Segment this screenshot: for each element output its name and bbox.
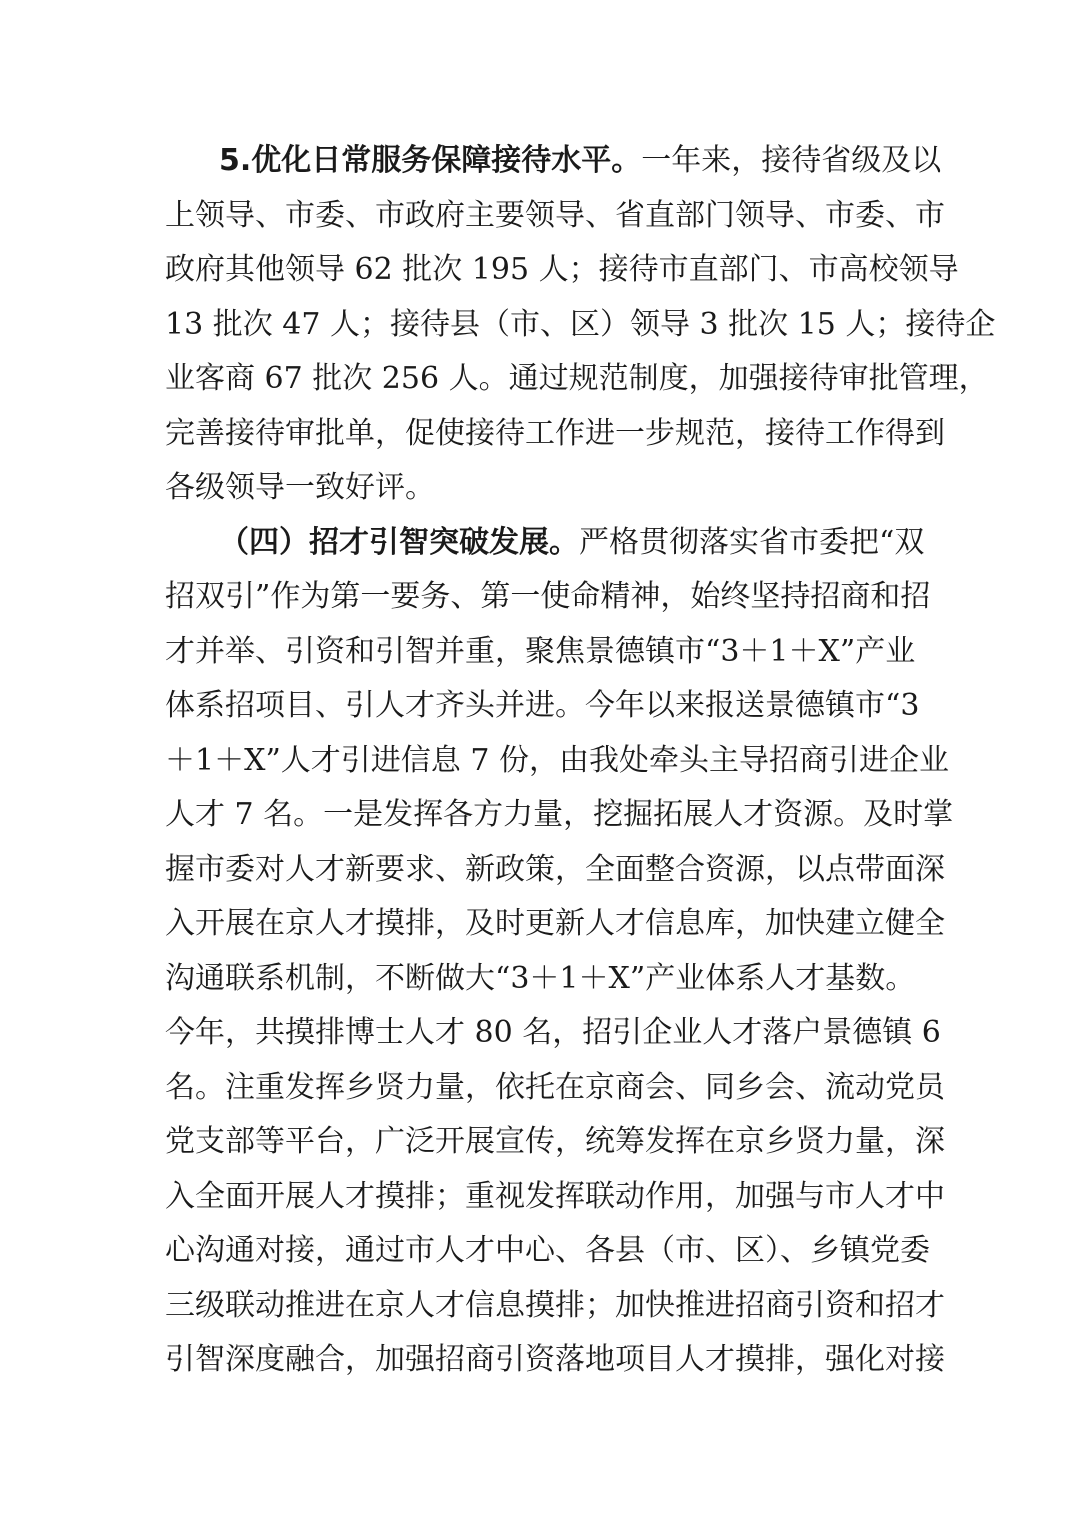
paragraph-line: 政府其他领导 62 批次 195 人；接待市直部门、市高校领导 (165, 252, 959, 287)
paragraph-text: 严格贯彻落实省市委把“双 (579, 524, 925, 560)
section-heading: 5.优化日常服务保障接待水平。 (219, 143, 642, 178)
paragraph-line: 心沟通对接，通过市人才中心、各县（市、区）、乡镇党委 (165, 1233, 930, 1268)
paragraph-line: ＋1＋X”人才引进信息 7 份，由我处牵头主导招商引进企业 (165, 742, 949, 778)
paragraph-line: 沟通联系机制，不断做大“3＋1＋X”产业体系人才基数。 (165, 960, 916, 996)
paragraph-line (165, 516, 925, 571)
paragraph-line: 握市委对人才新要求、新政策，全面整合资源，以点带面深 (165, 851, 945, 887)
paragraph-line: 完善接待审批单，促使接待工作进一步规范，接待工作得到 (165, 415, 945, 451)
paragraph-line: 引智深度融合，加强招商引资落地项目人才摸排，强化对接 (165, 1342, 945, 1377)
paragraph-line: 三级联动推进在京人才信息摸排；加快推进招商引资和招才 (165, 1287, 945, 1323)
section-heading: （四）招才引智突破发展。 (219, 524, 579, 560)
paragraph-line: 各级领导一致好评。 (165, 470, 435, 505)
paragraph-line: 体系招项目、引人才齐头并进。今年以来报送景德镇市“3 (165, 688, 920, 723)
paragraph-line: 招双引”作为第一要务、第一使命精神，始终坚持招商和招 (165, 579, 931, 614)
paragraph-line: 才并举、引资和引智并重，聚焦景德镇市“3＋1＋X”产业 (165, 633, 916, 669)
paragraph-line: 业客商 67 批次 256 人。通过规范制度，加强接待审批管理， (165, 361, 989, 396)
paragraph-line: 名。注重发挥乡贤力量，依托在京商会、同乡会、流动党员 (165, 1069, 945, 1105)
paragraph-line: 上领导、市委、市政府主要领导、省直部门领导、市委、市 (165, 197, 945, 233)
paragraph-line: 人才 7 名。一是发挥各方力量，挖掘拓展人才资源。及时掌 (165, 797, 954, 832)
paragraph-line: 入全面开展人才摸排；重视发挥联动作用，加强与市人才中 (165, 1178, 945, 1214)
paragraph-text: 一年来，接待省级及以 (641, 143, 942, 178)
paragraph-line: 13 批次 47 人；接待县（市、区）领导 3 批次 15 人；接待企 (165, 306, 996, 342)
paragraph-line: 今年，共摸排博士人才 80 名，招引企业人才落户景德镇 6 (165, 1015, 941, 1050)
document-body (165, 134, 996, 1388)
paragraph-line: 党支部等平台，广泛开展宣传，统筹发挥在京乡贤力量，深 (165, 1124, 945, 1159)
paragraph-line (165, 134, 942, 189)
paragraph-line: 入开展在京人才摸排，及时更新人才信息库，加快建立健全 (165, 906, 945, 941)
